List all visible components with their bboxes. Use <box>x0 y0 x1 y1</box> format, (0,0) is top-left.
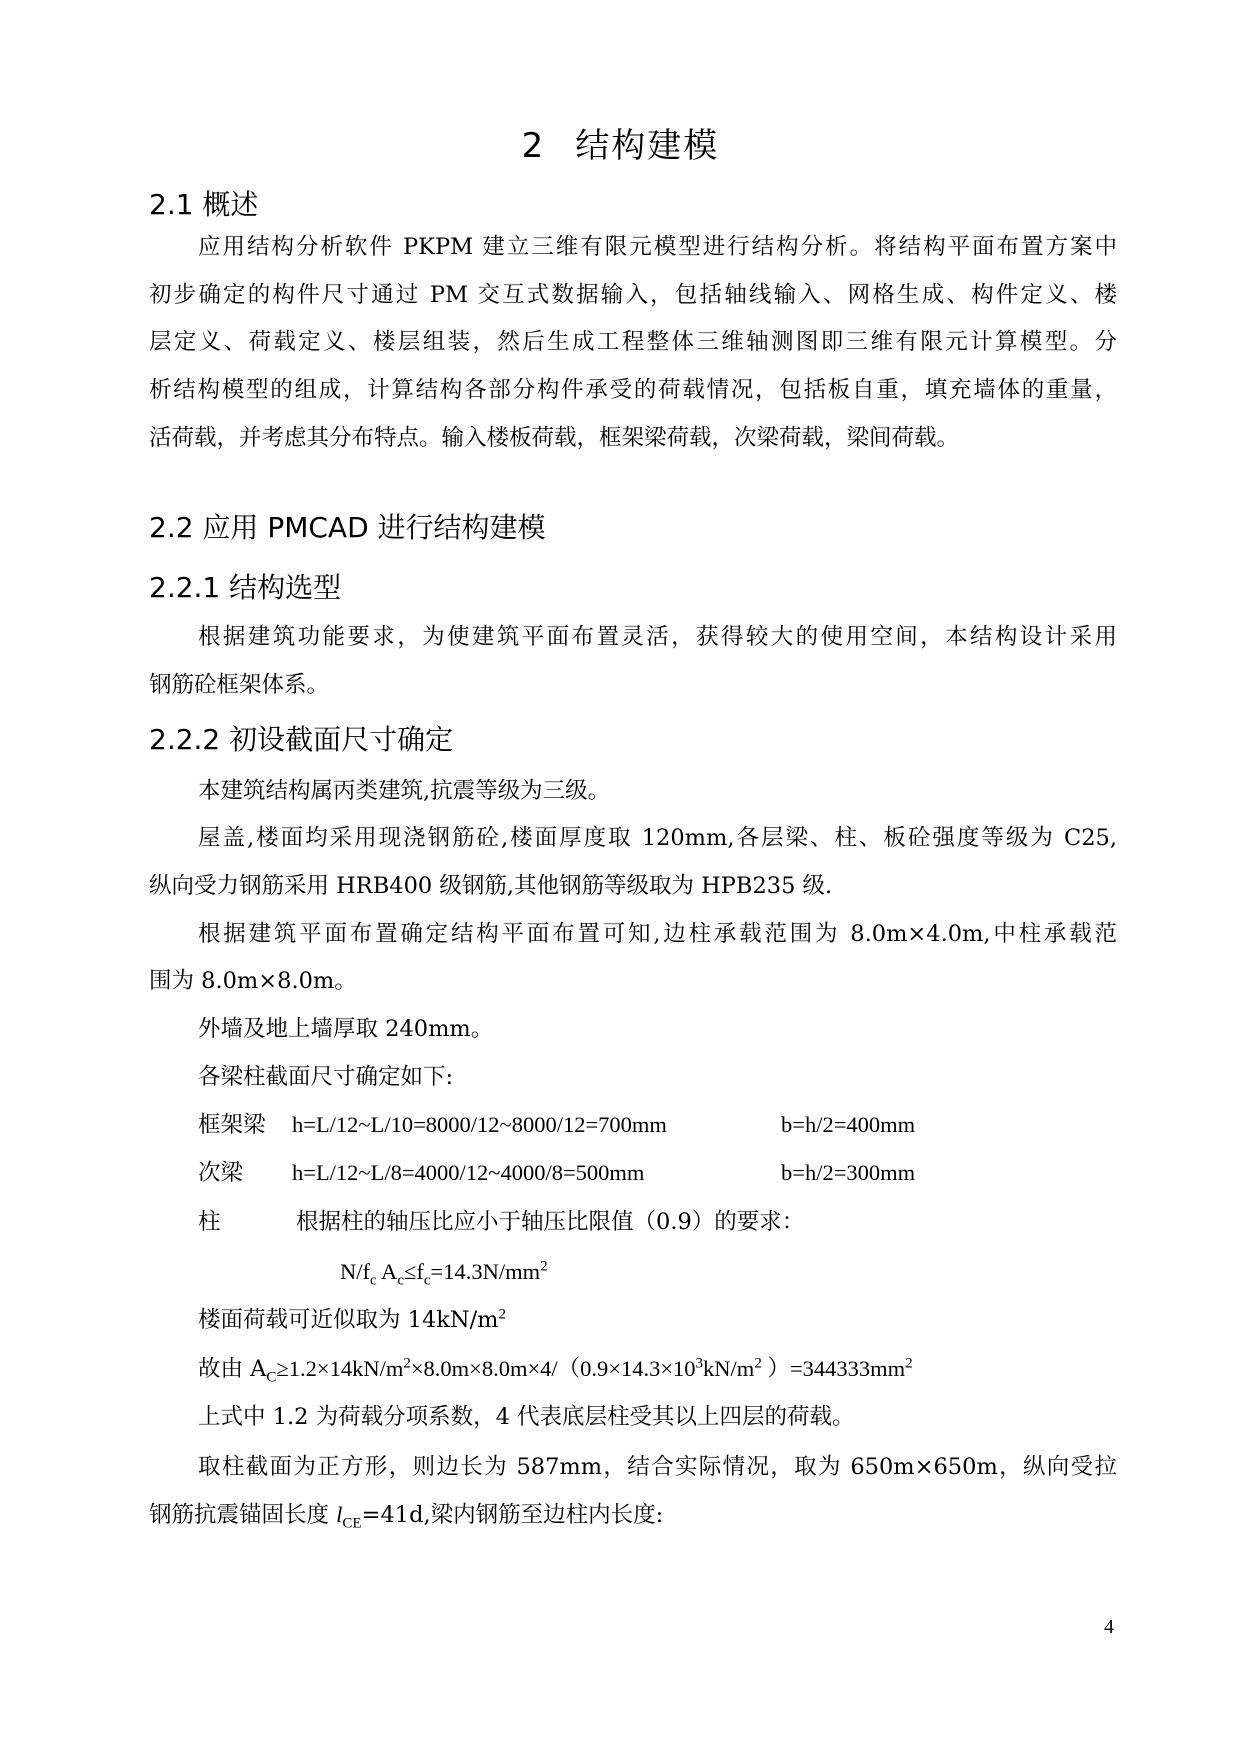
text-part: ）=344333mm <box>761 1356 906 1381</box>
sup-part: 2 <box>403 1355 411 1372</box>
text-part: 钢筋抗震锚固长度 <box>149 1502 337 1528</box>
column-label: 柱 <box>198 1209 221 1235</box>
heading-2-1: 2.1 概述 <box>149 188 259 221</box>
paragraph-line: 根据建筑功能要求，为使建筑平面布置灵活，获得较大的使用空间，本结构设计采用 <box>198 624 1117 650</box>
heading-2-2-1: 2.2.1 结构选型 <box>149 571 342 604</box>
text-part: =41d,梁内钢筋至边柱内长度: <box>361 1502 664 1528</box>
sub-part: CE <box>342 1515 362 1532</box>
sup-part: 2 <box>905 1355 913 1372</box>
chapter-title-text: 结构建模 <box>575 126 720 166</box>
paragraph-line: 屋盖,楼面均采用现浇钢筋砼,楼面厚度取 120mm,各层梁、柱、板砼强度等级为 C25, <box>198 825 1117 851</box>
area-equation-line <box>198 1354 913 1384</box>
frame-beam-label: 框架梁 <box>198 1112 266 1138</box>
heading-2-2-2: 2.2.2 初设截面尺寸确定 <box>149 723 454 756</box>
paragraph-line: 外墙及地上墙厚取 240mm。 <box>198 1016 494 1042</box>
text-part: 楼面荷载可近似取为 14kN/m <box>198 1307 499 1333</box>
paragraph-line: 活荷载，并考虑其分布特点。输入楼板荷载，框架梁荷载，次梁荷载，梁间荷载。 <box>149 425 960 451</box>
sub-part: C <box>266 1369 277 1386</box>
paragraph-line: 围为 8.0m×8.0m。 <box>149 968 357 994</box>
page-number: 4 <box>1104 1616 1114 1638</box>
chapter-title <box>0 118 1241 167</box>
eq-sub: c <box>397 1272 404 1289</box>
sup-part: 2 <box>754 1355 762 1372</box>
text-part: kN/m <box>703 1356 755 1381</box>
heading-2-2: 2.2 应用 PMCAD 进行结构建模 <box>149 511 546 544</box>
paragraph-line: 钢筋砼框架体系。 <box>149 672 330 698</box>
eq-sup: 2 <box>540 1258 548 1275</box>
eq-part: A <box>376 1259 398 1284</box>
paragraph-line: 根据建筑平面布置确定结构平面布置可知,边柱承载范围为 8.0m×4.0m,中柱承载范 <box>198 921 1117 947</box>
eq-part: N/f <box>340 1259 370 1284</box>
paragraph-line: 层定义、荷载定义、楼层组装，然后生成工程整体三维轴测图即三维有限元计算模型。分 <box>149 329 1117 355</box>
secondary-beam-width: b=h/2=300mm <box>781 1160 916 1185</box>
paragraph-line: 初步确定的构件尺寸通过 PM 交互式数据输入，包括轴线输入、网格生成、构件定义、楼 <box>149 282 1117 308</box>
paragraph-line: 取柱截面为正方形，则边长为 587mm，结合实际情况，取为 650m×650m，纵向受拉 <box>198 1454 1117 1480</box>
sup-part: 3 <box>695 1355 704 1372</box>
symbol-l: l <box>336 1502 343 1527</box>
paragraph-line: 本建筑结构属丙类建筑,抗震等级为三级。 <box>198 778 611 804</box>
paragraph-line: 各梁柱截面尺寸确定如下: <box>198 1064 454 1090</box>
eq-part: =14.3N/mm <box>430 1259 541 1284</box>
anchorage-length-line <box>149 1500 663 1530</box>
chapter-number: 2 <box>521 126 546 166</box>
text-part: 故由 A <box>198 1356 267 1382</box>
sup-part: 2 <box>498 1306 507 1323</box>
frame-beam-formula: h=L/12~L/10=8000/12~8000/12=700mm <box>292 1112 667 1137</box>
paragraph-line: 上式中 1.2 为荷载分项系数，4 代表底层柱受其以上四层的荷载。 <box>198 1404 855 1430</box>
text-part: ≥1.2×14kN/m <box>276 1356 404 1381</box>
paragraph-line: 析结构模型的组成，计算结构各部分构件承受的荷载情况，包括板自重，填充墙体的重量， <box>149 377 1117 403</box>
column-text: 根据柱的轴压比应小于轴压比限值（0.9）的要求： <box>296 1209 805 1235</box>
frame-beam-width: b=h/2=400mm <box>781 1112 916 1137</box>
axial-ratio-equation <box>340 1257 548 1287</box>
secondary-beam-label: 次梁 <box>198 1160 244 1186</box>
paragraph-line: 纵向受力钢筋采用 HRB400 级钢筋,其他钢筋等级取为 HPB235 级. <box>149 873 833 899</box>
eq-sub: c <box>423 1272 431 1289</box>
eq-part: ≤f <box>403 1259 424 1284</box>
text-part: ×8.0m×8.0m×4/（0.9×14.3×10 <box>410 1356 696 1381</box>
floor-load-line <box>198 1305 506 1335</box>
secondary-beam-formula: h=L/12~L/8=4000/12~4000/8=500mm <box>292 1160 645 1185</box>
paragraph-line: 应用结构分析软件 PKPM 建立三维有限元模型进行结构分析。将结构平面布置方案中 <box>198 234 1117 260</box>
eq-sub: c <box>370 1272 377 1289</box>
